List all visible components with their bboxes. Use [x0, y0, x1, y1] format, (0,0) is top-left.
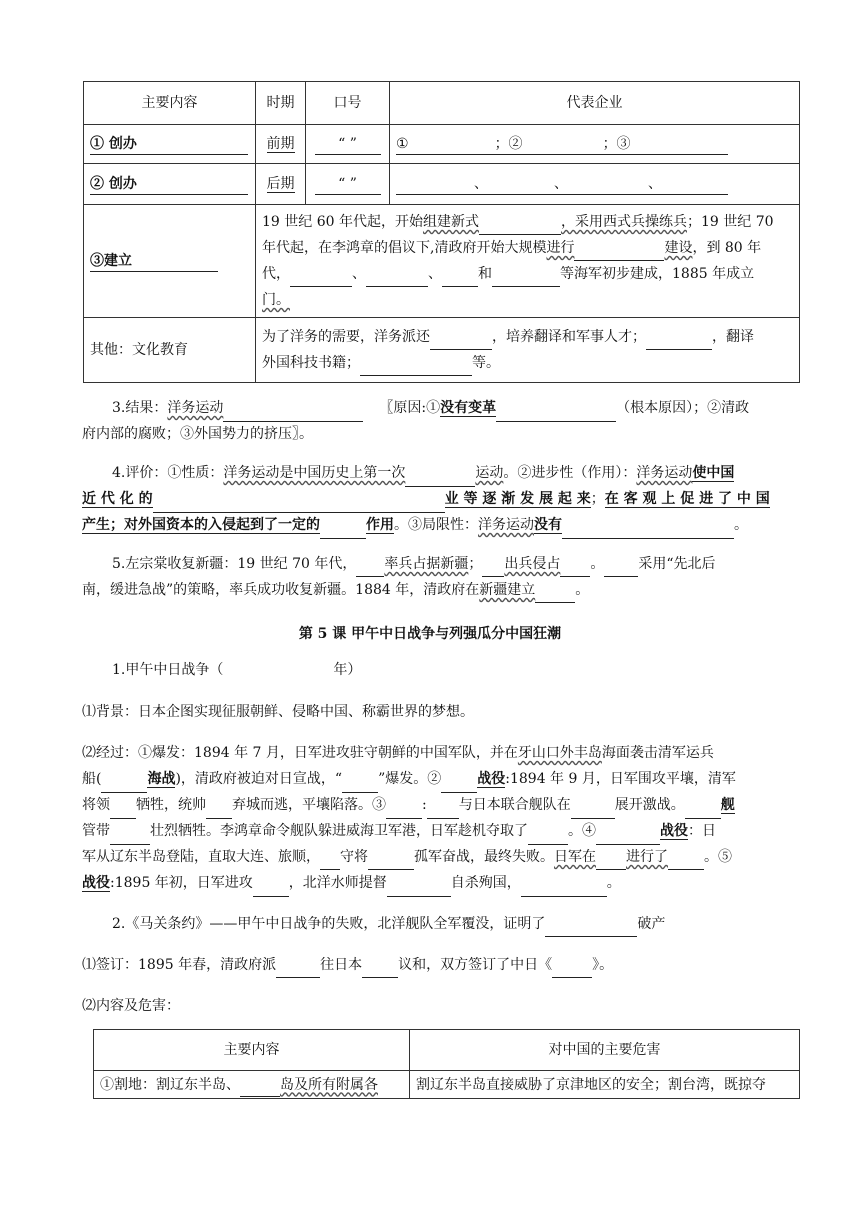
war-line-2: [82, 766, 782, 793]
row4-l1a: 为了洋务的需要，洋务派还: [262, 329, 430, 345]
row2-content-cell: [84, 164, 256, 205]
s4-l3g: 。: [734, 517, 748, 533]
s5-l2c: 。: [575, 582, 590, 598]
t2-header-harm: 对中国的主要危害: [410, 1030, 800, 1071]
header-content: 主要内容: [84, 82, 256, 125]
p5-d: 》。: [592, 957, 614, 973]
row4-content: 其他：文化教育: [90, 342, 188, 358]
xinjiang-line-1: [82, 551, 782, 577]
s4-l2c: ；: [590, 491, 605, 507]
s4-l1a: 4.评价：①性质：: [112, 465, 224, 481]
s3-c: 〖原因:①: [379, 400, 441, 416]
s4-l3f: 没有: [534, 517, 562, 533]
row2-slogan-cell: [306, 164, 390, 205]
s5-l1a: 5.左宗棠收复新疆：19 世纪 70 年代，: [112, 556, 357, 572]
treaty-heading: [82, 911, 782, 937]
s4-l3d: 。③局限性：: [394, 517, 478, 533]
war-line-6: [82, 870, 782, 897]
s4-l2d: 在 客 观 上 促 进 了 中 国: [604, 491, 770, 507]
row1-f3: ；③: [602, 136, 631, 152]
p3-l4d: 战役: [660, 823, 688, 839]
s3-b: 洋务运动: [167, 400, 224, 416]
war-line-5: [82, 844, 782, 870]
header-slogan: 口号: [306, 82, 390, 125]
treaty-content-heading: ⑵内容及危害：: [82, 998, 180, 1014]
t2-row1-content: [94, 1071, 410, 1099]
s5-l1f: 采用“先北后: [638, 556, 716, 572]
row2-enterprises-cell: [390, 164, 800, 205]
row3-l2b: 进行: [546, 240, 575, 256]
p5-b: 往日本: [320, 957, 363, 973]
p3-l3b: 牺牲，统帅: [136, 797, 206, 813]
treaty-signing-line: [82, 952, 782, 978]
p3-l3c: 弃城而逃，平壤陷落。③: [232, 797, 386, 813]
row3-and: 和: [478, 266, 492, 282]
row3-sep-1: 、: [352, 266, 366, 282]
p1-b: 年）: [333, 662, 362, 678]
s3-a: 3.结果：: [112, 400, 168, 416]
row4-l2b: 等。: [472, 355, 500, 371]
p3-l2e: 战役: [477, 771, 506, 787]
lesson-title: 第 5 课 甲午中日战争与列强瓜分中国狂潮: [298, 626, 562, 642]
row4-text-cell: [256, 318, 800, 383]
evaluation-line-1: [82, 460, 782, 487]
row3-l2c: 建设: [664, 240, 693, 256]
s4-l2a: 近 代 化 的: [82, 491, 153, 507]
s3-d: 没有变革: [440, 400, 497, 416]
row4-content-cell: [84, 318, 256, 383]
s5-l2a: 南，缓进急战”的策略，率兵成功收复新疆。1884 年，清政府在: [82, 582, 480, 598]
row2-period: 后期: [266, 176, 295, 192]
s4-l3e: 洋务运动: [478, 517, 534, 533]
t2-row1-harm: 割辽东半岛直接威胁了京津地区的安全；割台湾，既掠夺: [410, 1071, 800, 1099]
p2: ⑴背景：日本企图实现征服朝鲜、侵略中国、称霸世界的梦想。: [82, 704, 474, 720]
row3-l2d: ，到 80 年: [692, 240, 762, 256]
t2-row1a: ①割地：割辽东半岛、: [100, 1076, 240, 1093]
sino-japanese-war-heading: [82, 657, 782, 683]
p3-l6a: 战役: [82, 875, 110, 891]
p3-l5a: 军从辽东半岛登陆，直取大连、旅顺，: [82, 849, 320, 865]
p3-l5b: 守将: [340, 849, 368, 865]
s3-e: （根本原因）；②清政: [616, 400, 750, 416]
p3-l2b: 海战: [147, 771, 176, 787]
row4-l1b: ，培养翻译和军事人才；: [492, 329, 646, 345]
header-enterprises: 代表企业: [390, 82, 800, 125]
p3-l6c: ，北洋水师提督: [288, 875, 387, 891]
row2-period-cell: [256, 164, 306, 205]
row1-slogan-cell: [306, 125, 390, 164]
s4-l1c: 运动: [475, 465, 504, 481]
p3-l6e: 。: [606, 875, 621, 891]
s5-l1b: 率兵占据新疆: [384, 556, 469, 572]
p3-l2a: 船(: [82, 771, 102, 787]
s4-l1f: 使中国: [692, 465, 735, 481]
p4-b: 破产: [637, 916, 666, 932]
row2-sep-1: 、: [474, 176, 488, 192]
p3-l6d: 自杀殉国，: [450, 875, 521, 891]
xinjiang-line-2: [82, 577, 782, 603]
war-line-4: [82, 818, 782, 845]
row3-l1b: 组建新式: [422, 214, 479, 230]
p3-l4b: 壮烈牺牲。李鸿章命令舰队躲进威海卫军港，日军趁机夺取了: [150, 823, 528, 839]
p3-l5d: 日军在: [554, 849, 596, 865]
row3-l2a: 年代起，在李鸿章的倡议下,清政府开始大规模: [262, 240, 547, 256]
row3-l1d: ；19 世纪 70: [686, 214, 774, 230]
row3-sep-2: 、: [428, 266, 442, 282]
war-line-3: [82, 792, 782, 819]
p5-a: ⑴签订：1895 年春，清政府派: [82, 957, 277, 973]
s4-l1e: 洋务运动: [636, 465, 693, 481]
row1-period-cell: [256, 125, 306, 164]
result-line-1: [82, 395, 782, 422]
result-line-2: 府内部的腐败；③外国势力的挤压〗。: [82, 426, 313, 442]
row3-l1a: 19 世纪 60 年代起，开始: [262, 214, 423, 230]
p3-l4c: 。④: [568, 823, 596, 839]
row4-l2a: 外国科技书籍；: [262, 355, 360, 371]
row1-enterprises-cell: [390, 125, 800, 164]
p3-l5c: 孤军奋战，最终失败。: [414, 849, 554, 865]
p4-a: 2.《马关条约》——甲午中日战争的失败，北洋舰队全军覆没，证明了: [112, 916, 546, 932]
p3-l3f: 展开激战。: [614, 797, 685, 813]
s4-l2b: 业 等 逐 渐 发 展 起 来: [444, 491, 591, 507]
p1-a: 1.甲午中日战争（: [112, 662, 224, 678]
row1-content-cell: [84, 125, 256, 164]
evaluation-line-2: [82, 486, 782, 513]
p3-l6b: :1895 年初，日军进攻: [110, 875, 253, 891]
s5-l1c: ；: [468, 556, 483, 572]
evaluation-line-3: [82, 512, 782, 539]
row1-period: 前期: [266, 136, 295, 152]
row3-content-cell: [84, 205, 256, 318]
p3-l1b: 牙山口外丰岛: [517, 745, 602, 761]
westernization-table: [83, 81, 800, 383]
row3-l4: 门。: [262, 292, 290, 308]
row2-sep-3: 、: [648, 176, 662, 192]
s4-l3c: 作用: [366, 517, 394, 533]
s5-l2b: 新疆建立: [479, 582, 536, 598]
p3-l2f: :1894 年 9 月，日军围攻平壤，清军: [505, 771, 736, 787]
row1-slogan: “ ”: [315, 134, 381, 155]
p5-c: 议和，双方签订了中日《: [398, 957, 553, 973]
p3-l2d: ”爆发。②: [378, 771, 442, 787]
p3-l1a: ⑵经过：①爆发：1894 年 7 月，日军进攻驻守朝鲜的中国军队，并在: [82, 745, 518, 761]
treaty-table: [93, 1029, 800, 1099]
row3-l3a: 代，: [262, 266, 290, 282]
t2-row1b: 岛及所有附属各: [280, 1076, 378, 1093]
war-line-1: [82, 740, 782, 766]
row3-l1c: ，采用西式兵操练兵: [560, 214, 687, 230]
t2-header-content: 主要内容: [94, 1030, 410, 1071]
s4-l1b: 洋务运动是中国历史上第一次: [223, 465, 406, 481]
p3-l3d: :: [422, 797, 427, 813]
row1-f2: ；②: [494, 136, 523, 152]
s5-l1e: 。: [590, 556, 605, 572]
header-period: 时期: [256, 82, 306, 125]
p3-l4a: 管带: [82, 823, 110, 839]
s4-l3a: 产生: [82, 517, 110, 533]
row3-content: ③建立: [90, 251, 218, 272]
p3-l2c: )，清政府被迫对日宣战，“: [175, 771, 343, 787]
p3-l5e: 进行了: [626, 849, 668, 865]
row2-slogan: “ ”: [315, 174, 381, 195]
s4-l1d: 。②进步性（作用）：: [503, 465, 637, 481]
p3-l4e: ：日: [688, 823, 716, 839]
row1-content: ① 创办: [90, 134, 248, 155]
row2-content: ② 创办: [90, 174, 248, 195]
p3-l3a: 将领: [82, 797, 110, 813]
background-line: [82, 699, 782, 725]
row3-text-cell: [256, 205, 800, 318]
row1-f1: ①: [396, 136, 409, 152]
p3-l3g: 舰: [720, 797, 735, 813]
p3-l5f: 。⑤: [704, 849, 732, 865]
row2-sep-2: 、: [554, 176, 568, 192]
p3-l1c: 海面袭击清军运兵: [601, 745, 714, 761]
row4-l1c: ，翻译: [712, 329, 754, 345]
p3-l3e: 与日本联合舰队在: [458, 797, 571, 813]
s5-l1d: 出兵侵占: [504, 556, 561, 572]
s4-l3b: ；对外国资本的入侵起到了一定的: [110, 517, 320, 533]
row3-l3b: 等海军初步建成，1885 年成立: [560, 266, 755, 282]
